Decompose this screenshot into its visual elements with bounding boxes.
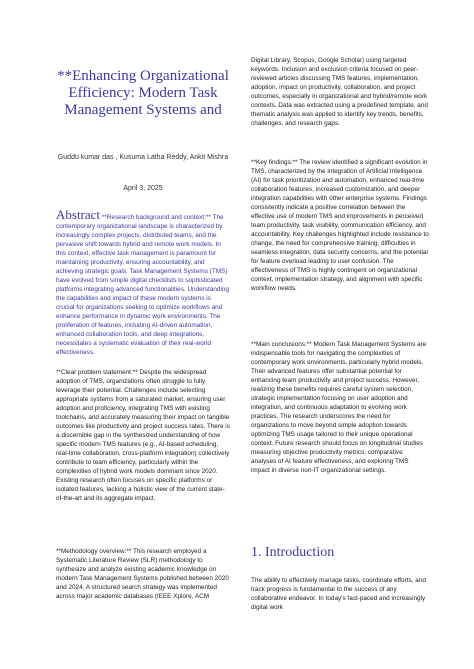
introduction-paragraph: The ability to effectively manage tasks, coordinate efforts, and track progress is fundamental to the success of any collaborative endeavor. In today's fast-paced and increasingly digital work xyxy=(251,577,426,611)
abstract-block xyxy=(56,207,230,357)
paper-date: April 3, 2025 xyxy=(123,185,163,192)
key-findings-paragraph: **Key findings:** The review identified a significant evolution in TMS, characterized by the integration of Artificial Intelligence (AI) for task prioritization and automation, enhanced real-time collaboration features, increased customization, and deeper integration capabilities with other enterprise systems. Findings consistently indicate a positive correlation between the effective use of modern TMS and improvements in perceived team productivity, task visibility, communication efficiency, and accountability. Key challenges highlighted include resistance to change, the need for comprehensive training, difficulties in seamless integration, data security concerns, and the potential for feature overload leading to user confusion. The effectiveness of TMS is highly contingent on organizational context, implementation strategy, and alignment with specific workflow needs. xyxy=(251,159,429,292)
methodology-continued-paragraph: Digital Library, Scopus, Google Scholar) using targeted keywords. Inclusion and exclusion criteria focused on peer-reviewed articles discussing TMS features, implementation, adoption, impact on productivity, collaboration, and project outcomes, especially in organizational and hybrid/remote work contexts. Data was extracted using a predefined template, and thematic analysis was applied to identify key trends, benefits, challenges, and research gaps. xyxy=(251,57,428,127)
abstract-text: **Research background and context:** The contemporary organizational landscape is characterized by increasingly complex projects, distributed teams, and the pervasive shift towards hybrid and remote work models. In this context, effective task management is paramount for maintaining productivity, ensuring accountability, and achieving strategic goals. Task Management Systems (TMS) have evolved from simple digital checklists to sophisticated platforms integrating advanced functionalities. Understanding the capabilities and impact of these modern systems is crucial for organizations seeking to optimize workflows and enhance performance in dynamic work environments. The proliferation of features, including AI-driven automation, enhanced collaboration tools, and deep integrations, necessitates a systematic evaluation of their real-world effectiveness. xyxy=(56,214,230,356)
methodology-paragraph: **Methodology overview:** This research employed a Systematic Literature Review (SLR) methodology to synthesize and analyze existing academic knowledge on modern Task Management Systems published between 2020 and 2024. A structured search strategy was implemented across major academic databases (IEEE Xplore, ACM xyxy=(56,548,229,600)
main-conclusions-paragraph: **Main conclusions:** Modern Task Management Systems are indispensable tools for navigating the complexities of contemporary work environments, particularly hybrid models. Their advanced features offer substantial potential for enhancing team productivity and project success. However, realizing these benefits requires careful system selection, strategic implementation focusing on user adoption and integration, and continuous adaptation to evolving work practices. The research underscores the need for organizations to move beyond simple adoption towards optimizing TMS usage tailored to their unique operational context. Future research should focus on longitudinal studies measuring objective productivity metrics, comparative analyses of AI feature effectiveness, and exploring TMS impact in diverse non-IT organizational settings. xyxy=(251,341,427,474)
introduction-heading: 1. Introduction xyxy=(251,545,335,560)
abstract-heading: Abstract xyxy=(56,207,101,222)
problem-statement-paragraph: **Clear problem statement:** Despite the widespread adoption of TMS, organizations often struggle to fully leverage their potential. Challenges include selecting appropriate systems from a saturated market, ensuring user adoption and proficiency, integrating TMS with existing toolchains, and accurately measuring their impact on tangible outcomes like productivity and project success rates. There is a discernible gap in the synthesized understanding of how specific modern TMS features (e.g., AI-based scheduling, real-time collaboration, cross-platform integration) collectively contribute to team efficiency, particularly within the complexities of hybrid work models dominant since 2020. Existing research often focuses on specific platforms or isolated features, lacking a holistic view of the current state-of-the-art and its aggregate impact. xyxy=(56,369,230,502)
paper-authors: Guddu kumar das , Kusuma Latha Reddy, Ankit Mishra xyxy=(57,154,229,161)
paper-title: **Enhancing Organizational Efficiency: Modern Task Management Systems and xyxy=(57,68,229,118)
